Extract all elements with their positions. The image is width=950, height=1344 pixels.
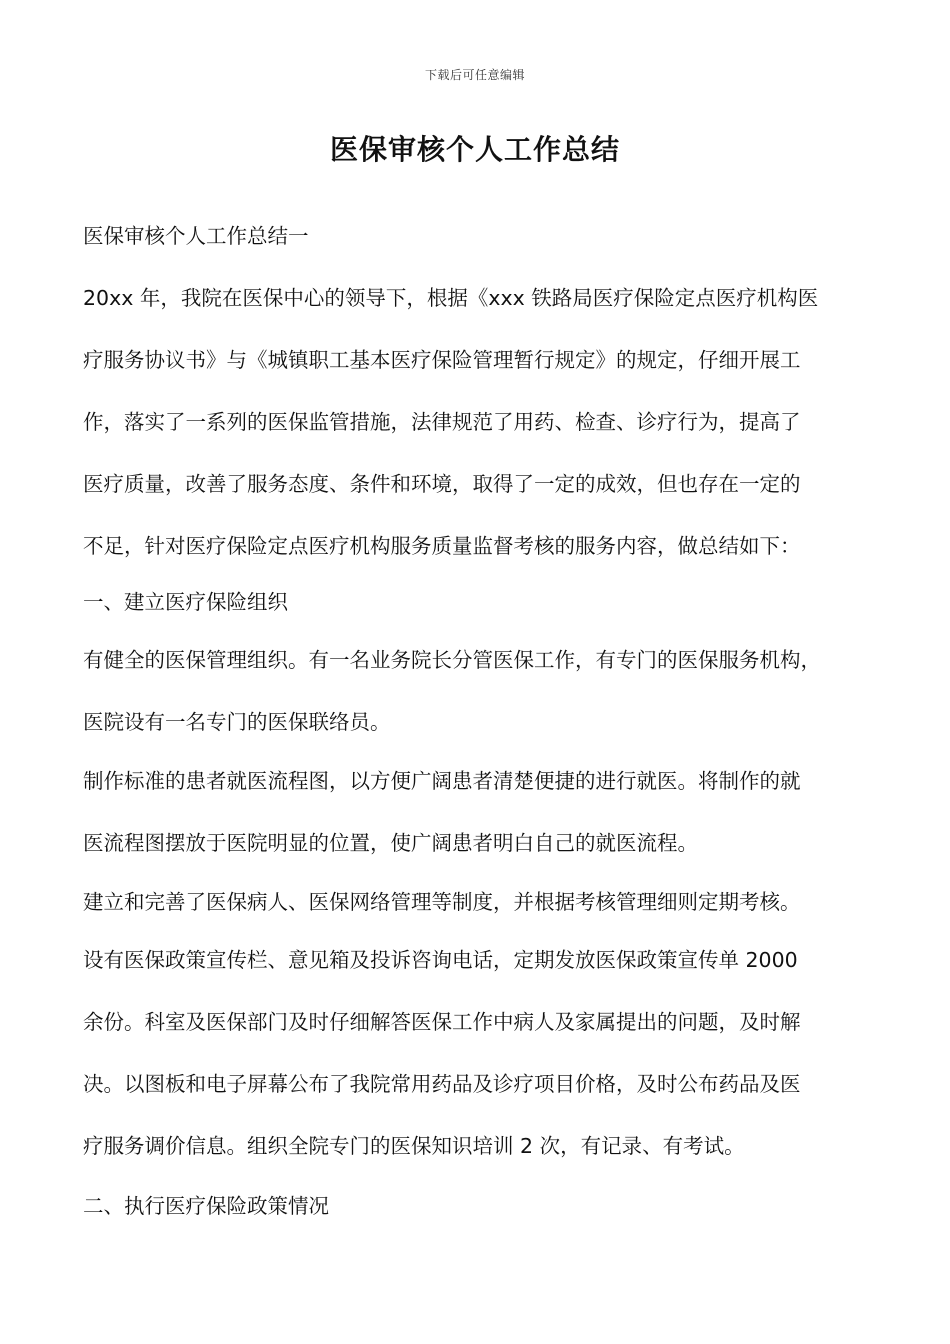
section-heading: 一、建立医疗保险组织 xyxy=(83,590,288,614)
paragraph-line: 不足，针对医疗保险定点医疗机构服务质量监督考核的服务内容，做总结如下： xyxy=(83,534,801,558)
paragraph-line: 建立和完善了医保病人、医保网络管理等制度，并根据考核管理细则定期考核。 xyxy=(83,890,801,914)
paragraph-line: 医流程图摆放于医院明显的位置，使广阔患者明白自己的就医流程。 xyxy=(83,831,698,855)
paragraph-line: 20xx 年，我院在医保中心的领导下，根据《xxx 铁路局医疗保险定点医疗机构医 xyxy=(83,286,819,310)
paragraph-line: 设有医保政策宣传栏、意见箱及投诉咨询电话，定期发放医保政策宣传单 2000 xyxy=(83,948,798,972)
document-title: 医保审核个人工作总结 xyxy=(329,133,620,166)
paragraph-line: 制作标准的患者就医流程图，以方便广阔患者清楚便捷的进行就医。将制作的就 xyxy=(83,769,801,793)
paragraph-line: 疗服务调价信息。组织全院专门的医保知识培训 2 次，有记录、有考试。 xyxy=(83,1134,745,1158)
paragraph-line: 有健全的医保管理组织。有一名业务院长分管医保工作，有专门的医保服务机构， xyxy=(83,648,821,672)
paragraph-line: 医疗质量，改善了服务态度、条件和环境，取得了一定的成效，但也存在一定的 xyxy=(83,472,801,496)
section-heading: 二、执行医疗保险政策情况 xyxy=(83,1194,329,1218)
paragraph-line: 医院设有一名专门的医保联络员。 xyxy=(83,710,391,734)
section-subtitle: 医保审核个人工作总结一 xyxy=(83,224,309,248)
paragraph-line: 作，落实了一系列的医保监管措施，法律规范了用药、检查、诊疗行为，提高了 xyxy=(83,410,801,434)
paragraph-line: 余份。科室及医保部门及时仔细解答医保工作中病人及家属提出的问题，及时解 xyxy=(83,1010,801,1034)
paragraph-line: 疗服务协议书》与《城镇职工基本医疗保险管理暂行规定》的规定，仔细开展工 xyxy=(83,348,801,372)
header-note: 下载后可任意编辑 xyxy=(424,68,525,82)
paragraph-line: 决。以图板和电子屏幕公布了我院常用药品及诊疗项目价格，及时公布药品及医 xyxy=(83,1072,801,1096)
